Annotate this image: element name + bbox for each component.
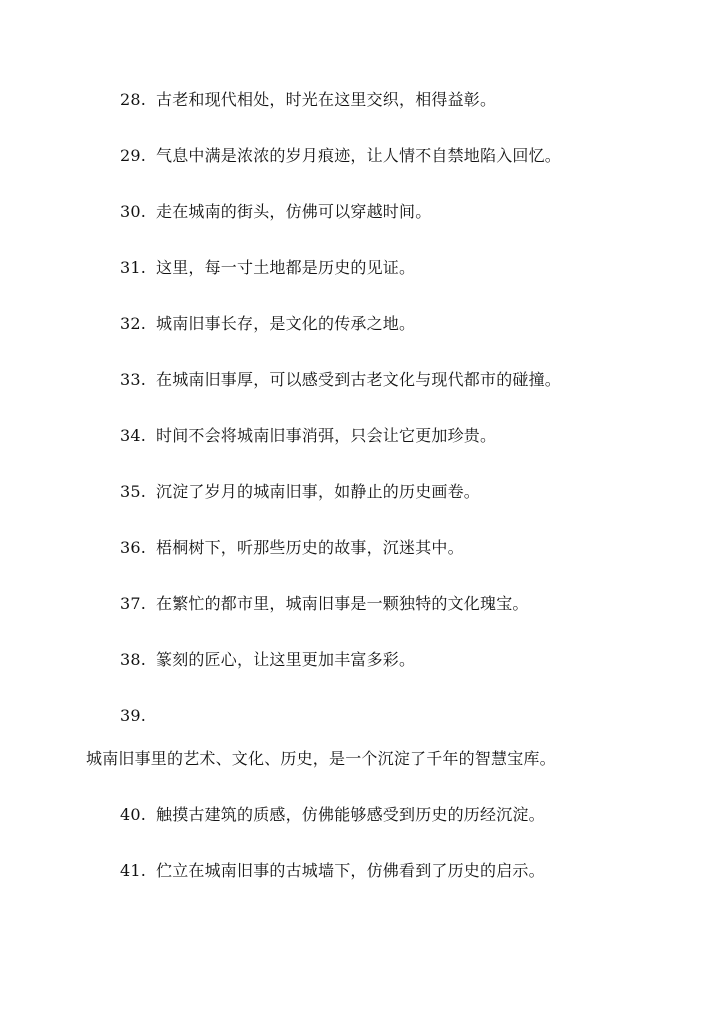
list-item: [120, 202, 431, 222]
item-number: 40.: [120, 805, 147, 824]
item-text: 篆刻的匠心，让这里更加丰富多彩。: [156, 650, 416, 669]
item-text: 梧桐树下，听那些历史的故事，沉迷其中。: [156, 538, 464, 557]
item-number: 31.: [120, 258, 147, 277]
list-item: [120, 146, 561, 166]
item-text: 气息中满是浓浓的岁月痕迹，让人情不自禁地陷入回忆。: [156, 146, 562, 165]
item-text: 触摸古建筑的质感，仿佛能够感受到历史的历经沉淀。: [156, 805, 545, 824]
item-number: 28.: [120, 90, 147, 109]
item-number: 29.: [120, 146, 147, 165]
list-item: [120, 861, 545, 881]
list-item: [120, 594, 529, 614]
item-number: 36.: [120, 538, 147, 557]
item-number: 34.: [120, 426, 147, 445]
item-number: 33.: [120, 370, 147, 389]
list-item: [120, 90, 496, 110]
list-item: [120, 538, 464, 558]
item-text: 伫立在城南旧事的古城墙下，仿佛看到了历史的启示。: [156, 861, 545, 880]
list-item: [120, 650, 415, 670]
list-item: [120, 314, 415, 334]
item-number: 32.: [120, 314, 147, 333]
item-text: 沉淀了岁月的城南旧事，如静止的历史画卷。: [156, 482, 481, 501]
item-number: 39.: [120, 706, 147, 725]
item-number: 35.: [120, 482, 147, 501]
item-text: 时间不会将城南旧事消弭，只会让它更加珍贵。: [156, 426, 497, 445]
item-text: 在城南旧事厚，可以感受到古老文化与现代都市的碰撞。: [156, 370, 562, 389]
list-item: [120, 805, 545, 825]
item-text: 这里，每一寸土地都是历史的见证。: [156, 258, 416, 277]
item-text: 城南旧事长存，是文化的传承之地。: [156, 314, 416, 333]
item-number: 37.: [120, 594, 147, 613]
item-text: 在繁忙的都市里，城南旧事是一颗独特的文化瑰宝。: [156, 594, 529, 613]
list-item: [120, 258, 415, 278]
item-text: 古老和现代相处，时光在这里交织，相得益彰。: [156, 90, 497, 109]
list-item: [120, 482, 480, 502]
item-number: 38.: [120, 650, 147, 669]
list-item: [120, 706, 156, 726]
list-item: [120, 426, 496, 446]
item-number: 41.: [120, 861, 147, 880]
list-item-continuation: 城南旧事里的艺术、文化、历史，是一个沉淀了千年的智慧宝库。: [86, 749, 556, 768]
list-item: [120, 370, 561, 390]
item-text: 走在城南的街头，仿佛可以穿越时间。: [156, 202, 432, 221]
item-number: 30.: [120, 202, 147, 221]
